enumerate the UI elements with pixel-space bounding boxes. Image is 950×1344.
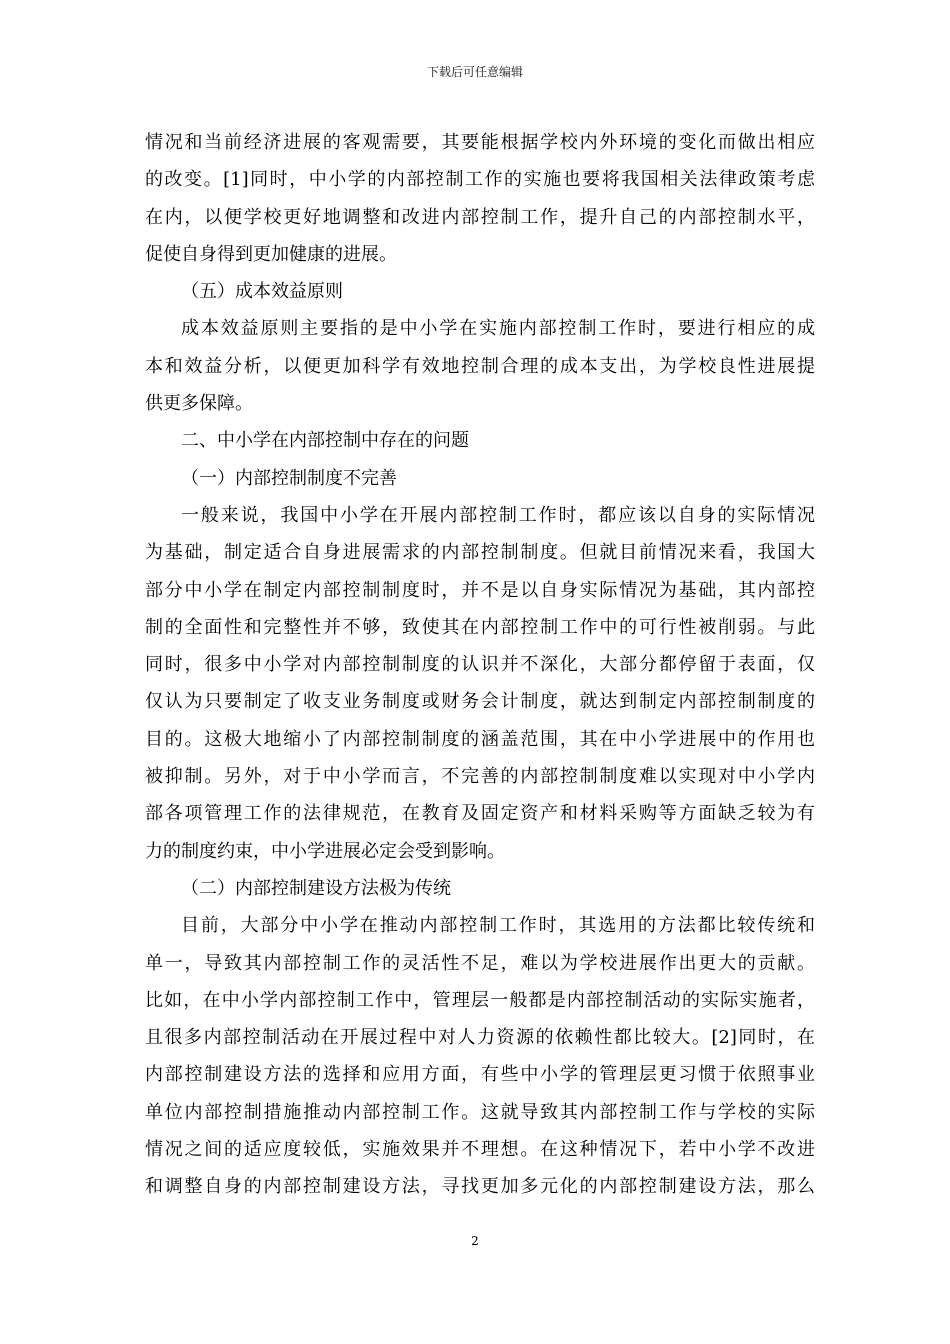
text-line: 同时，很多中小学对内部控制制度的认识并不深化，大部分都停留于表面，仅 [145, 654, 815, 676]
text-line: 和调整自身的内部控制建设方法，寻找更加多元化的内部控制建设方法，那么 [145, 1176, 815, 1198]
text-line: 制的全面性和完整性并不够，致使其在内部控制工作中的可行性被削弱。与此 [145, 616, 815, 638]
page-number: 2 [471, 1234, 479, 1248]
text-line: 目的。这极大地缩小了内部控制制度的涵盖范围，其在中小学进展中的作用也 [145, 728, 815, 750]
text-line: 二、中小学在内部控制中存在的问题 [181, 430, 469, 452]
text-line: 情况之间的适应度较低，实施效果并不理想。在这种情况下，若中小学不改进 [145, 1139, 815, 1161]
text-line: 内部控制建设方法的选择和应用方面，有些中小学的管理层更习惯于依照事业 [145, 1064, 815, 1086]
text-line: （五）成本效益原则 [181, 281, 343, 303]
text-line: 单一，导致其内部控制工作的灵活性不足，难以为学校进展作出更大的贡献。 [145, 952, 815, 974]
text-line: 情况和当前经济进展的客观需要，其要能根据学校内外环境的变化而做出相应 [145, 132, 815, 153]
text-line: （一）内部控制制度不完善 [181, 467, 397, 489]
text-line: 力的制度约束，中小学进展必定会受到影响。 [145, 840, 505, 862]
text-line: 部分中小学在制定内部控制制度时，并不是以自身实际情况为基础，其内部控 [145, 579, 815, 601]
document-body [145, 124, 815, 1206]
text-line: 比如，在中小学内部控制工作中，管理层一般都是内部控制活动的实际实施者， [145, 989, 815, 1011]
text-line: 仅认为只要制定了收支业务制度或财务会计制度，就达到制定内部控制制度的 [145, 691, 815, 713]
text-line: 供更多保障。 [145, 393, 253, 415]
text-line: 目前，大部分中小学在推动内部控制工作时，其选用的方法都比较传统和 [181, 915, 815, 937]
text-line: 一般来说，我国中小学在开展内部控制工作时，都应该以自身的实际情况 [181, 504, 815, 526]
text-line: 单位内部控制措施推动内部控制工作。这就导致其内部控制工作与学校的实际 [145, 1101, 815, 1123]
text-line: 促使自身得到更加健康的进展。 [145, 243, 397, 265]
text-line: 部各项管理工作的法律规范，在教育及固定资产和材料采购等方面缺乏较为有 [145, 803, 815, 825]
text-line: 在内，以便学校更好地调整和改进内部控制工作，提升自己的内部控制水平， [145, 206, 815, 228]
text-line: 被抑制。另外，对于中小学而言，不完善的内部控制制度难以实现对中小学内 [145, 766, 815, 788]
text-line: （二）内部控制建设方法极为传统 [181, 877, 451, 899]
text-line: 成本效益原则主要指的是中小学在实施内部控制工作时，要进行相应的成 [181, 318, 815, 340]
text-line: 的改变。[1]同时，中小学的内部控制工作的实施也要将我国相关法律政策考虑 [145, 169, 815, 191]
text-line: 本和效益分析，以便更加科学有效地控制合理的成本支出，为学校良性进展提 [145, 355, 815, 377]
page-header: 下载后可任意编辑 [426, 65, 523, 79]
text-line: 为基础，制定适合自身进展需求的内部控制制度。但就目前情况来看，我国大 [145, 542, 815, 564]
text-line: 且很多内部控制活动在开展过程中对人力资源的依赖性都比较大。[2]同时，在 [145, 1027, 815, 1049]
